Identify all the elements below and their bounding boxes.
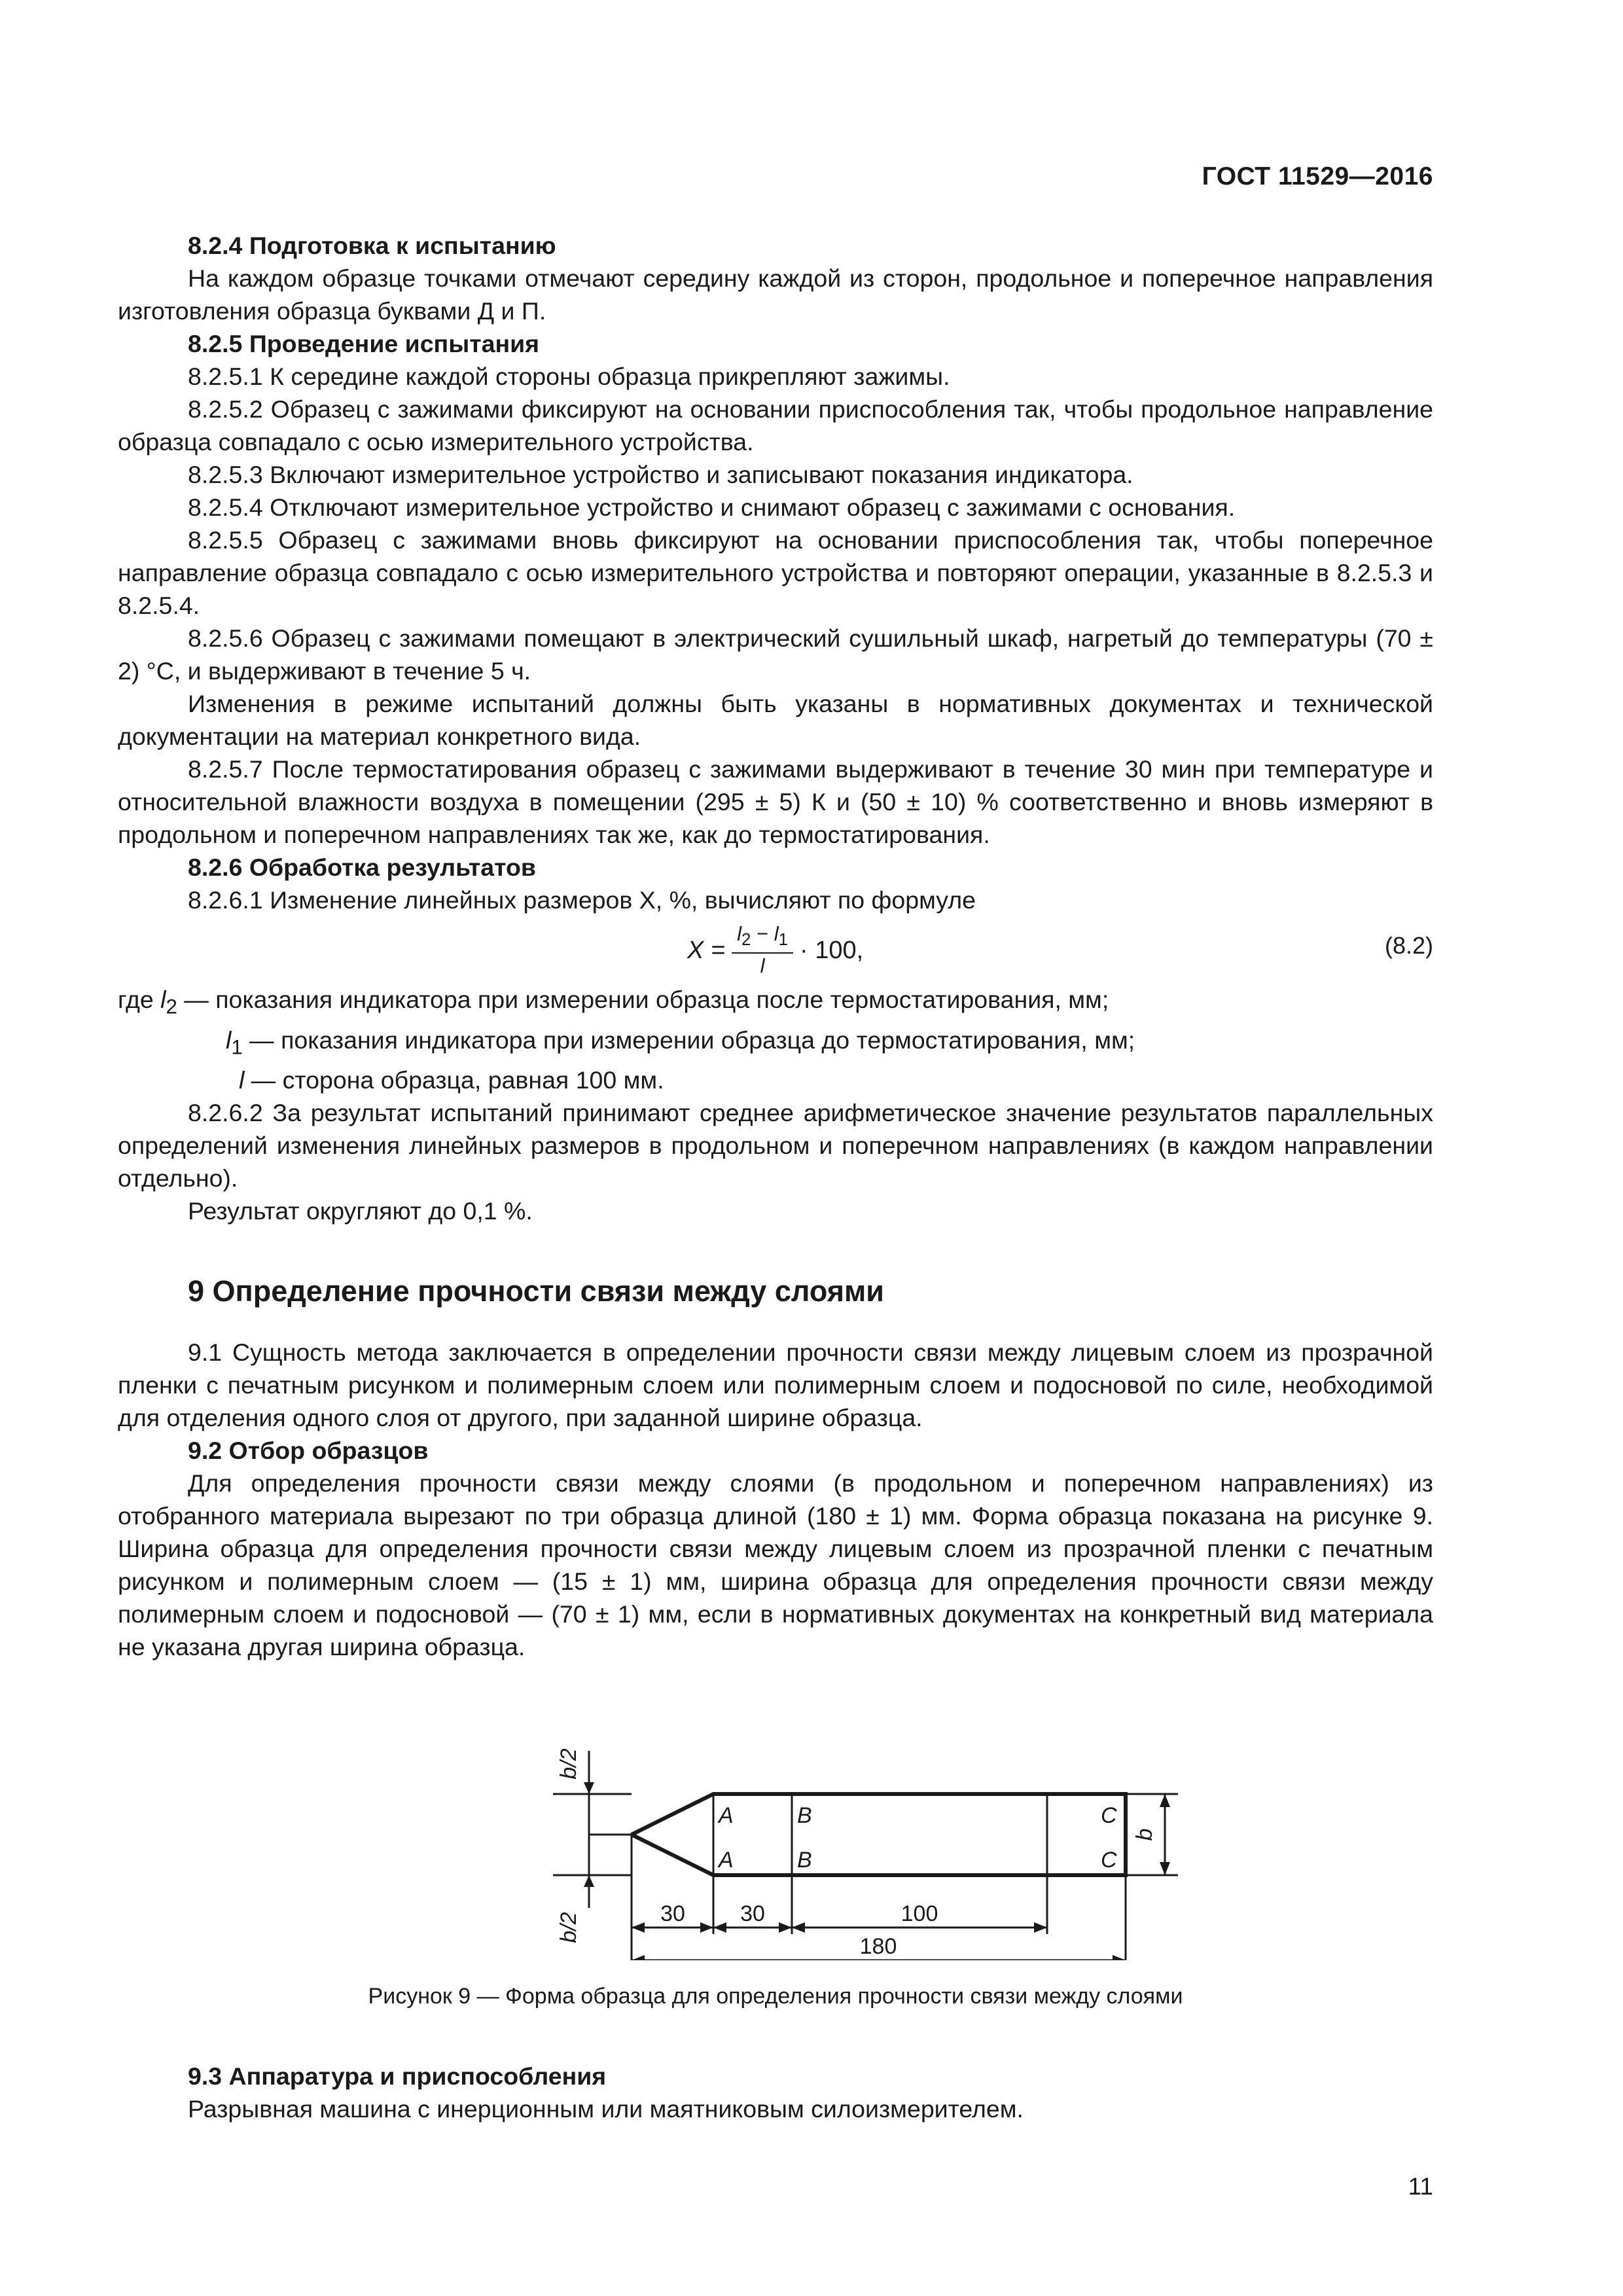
heading-9-2: 9.2 Отбор образцов: [188, 1437, 429, 1464]
paragraph-9-3: Разрывная машина с инерционным или маятниковым силоизмерителем.: [188, 2095, 1024, 2123]
formula-rhs: · 100,: [799, 936, 864, 964]
dim-label-180: 180: [859, 1934, 897, 1959]
arrowhead: [584, 1875, 594, 1887]
formula-8-2: [118, 918, 1433, 980]
arrowhead: [584, 1782, 594, 1794]
where-item-l1: $l_1$ — показания индикатора при измерении образца до термостатирования, мм;: [226, 1026, 1135, 1058]
paragraph-8-2-5-3: 8.2.5.3 Включают измерительное устройство и записывают показания индикатора.: [188, 461, 1133, 488]
paragraph-8-2-5-6-note: Изменения в режиме испытаний должны быть указаны в нормативных документах и технической документации на материал конкретного вида.: [118, 690, 1433, 750]
dim-label-30-second: 30: [740, 1901, 765, 1926]
arrowhead: [1160, 1794, 1170, 1807]
arrowhead: [713, 1922, 726, 1933]
paragraph-8-2-6-2: 8.2.6.2 За результат испытаний принимают среднее арифметическое значение результатов параллельных определений изменения линейных размеров в продольном и поперечном направлениях (в каждом направлении отдельно).: [118, 1099, 1433, 1192]
arrowhead: [632, 1955, 645, 1960]
arrowhead: [700, 1922, 713, 1933]
formula-denominator: l: [760, 954, 765, 978]
paragraph-9-2: Для определения прочности связи между слоями (в продольном и поперечном направлениях) из отобранного материала вырезают по три образца длиной (180 ± 1) мм. Форма образца показана на рисунке 9. Ширина образца для определения прочности связи между лицевым слоем из прозрачной пленки с печатным рисунком и полимерным слоем — (15 ± 1) мм, ширина образца для определения прочности связи между полимерным слоем и подосновой — (70 ± 1) мм, если в нормативных документах на конкретный вид материала не указана другая ширина образца.: [118, 1469, 1433, 1660]
label-c-bottom: C: [1101, 1848, 1117, 1873]
label-half-width-top: b/2: [556, 1748, 581, 1780]
formula-numerator: $l_2 - l_1$: [732, 922, 793, 954]
equation-number: (8.2): [1384, 932, 1433, 959]
label-a-top: A: [719, 1803, 734, 1828]
paragraph-8-2-5-1: 8.2.5.1 К середине каждой стороны образца прикрепляют зажимы.: [188, 363, 950, 390]
heading-8-2-5: 8.2.5 Проведение испытания: [188, 330, 540, 357]
paragraph-9-1: 9.1 Сущность метода заключается в определении прочности связи между лицевым слоем из прозрачной пленки с печатным рисунком и полимерным слоем или полимерным слоем и подосновой по силе, необходимой для отделения одного слоя от другого, при заданной ширине образца.: [118, 1338, 1433, 1431]
label-a-bottom: A: [719, 1848, 734, 1873]
heading-8-2-4: 8.2.4 Подготовка к испытанию: [188, 232, 556, 259]
arrowhead: [779, 1922, 792, 1933]
formula-lhs: X =: [687, 936, 726, 964]
paragraph-8-2-4: На каждом образце точками отмечают середину каждой из сторон, продольное и поперечное направления изготовления образца буквами Д и П.: [118, 264, 1433, 325]
paragraph-8-2-5-6: 8.2.5.6 Образец с зажимами помещают в электрический сушильный шкаф, нагретый до температуры (70 ± 2) °С, и выдерживают в течение 5 ч.: [118, 624, 1433, 685]
dim-label-30-first: 30: [660, 1901, 685, 1926]
paragraph-8-2-5-4: 8.2.5.4 Отключают измерительное устройство и снимают образец с зажимами с основания.: [188, 493, 1236, 521]
figure-9: [118, 1685, 1433, 1980]
label-c-top: C: [1101, 1803, 1117, 1828]
paragraph-8-2-5-7: 8.2.5.7 После термостатирования образец с зажимами выдерживают в течение 30 мин при температуре и относительной влажности воздуха в помещении (295 ± 5) К и (50 ± 10) % соответственно и вновь измеряют в продольном и поперечном направлениях так же, как до термостатирования.: [118, 755, 1433, 848]
where-item-l: l — сторона образца, равная 100 мм.: [239, 1066, 664, 1094]
formula-expression: [687, 922, 863, 978]
specimen-outline: [632, 1794, 1126, 1875]
paragraph-8-2-6-2-rounding: Результат округляют до 0,1 %.: [188, 1197, 533, 1225]
section-9-title: 9 Определение прочности связи между слоями: [188, 1274, 884, 1308]
arrowhead: [792, 1922, 805, 1933]
figure-9-caption: Рисунок 9 — Форма образца для определения прочности связи между слоями: [368, 1984, 1183, 2009]
specimen-shape-diagram: [471, 1685, 1191, 1960]
arrowhead: [1034, 1922, 1047, 1933]
label-b-top: B: [797, 1803, 812, 1828]
label-half-width-bottom: b/2: [556, 1912, 581, 1943]
where-item-l2: где $l_2$ — показания индикатора при измерении образца после термостатирования, мм;: [118, 986, 1109, 1018]
page-number: 11: [1408, 2173, 1433, 2200]
label-width-b: b: [1132, 1828, 1157, 1841]
heading-9-3: 9.3 Аппаратура и приспособления: [188, 2062, 607, 2090]
document-id: ГОСТ 11529—2016: [1202, 162, 1433, 190]
dim-label-100: 100: [901, 1901, 938, 1926]
arrowhead: [1113, 1955, 1126, 1960]
paragraph-8-2-5-2: 8.2.5.2 Образец с зажимами фиксируют на основании приспособления так, чтобы продольное направление образца совпадало с осью измерительного устройства.: [118, 395, 1433, 456]
arrowhead: [1160, 1862, 1170, 1875]
document-body: [118, 229, 1433, 2125]
label-b-bottom: B: [797, 1848, 812, 1873]
document-page: [118, 0, 1433, 2296]
paragraph-8-2-5-5: 8.2.5.5 Образец с зажимами вновь фиксируют на основании приспособления так, чтобы поперечное направление образца совпадало с осью измерительного устройства и повторяют операции, указанные в 8.2.5.3 и 8.2.5.4.: [118, 526, 1433, 619]
arrowhead: [632, 1922, 645, 1933]
paragraph-8-2-6-1: 8.2.6.1 Изменение линейных размеров X, %, вычисляют по формуле: [188, 886, 976, 914]
heading-8-2-6: 8.2.6 Обработка результатов: [188, 853, 536, 881]
formula-fraction: [732, 922, 793, 978]
